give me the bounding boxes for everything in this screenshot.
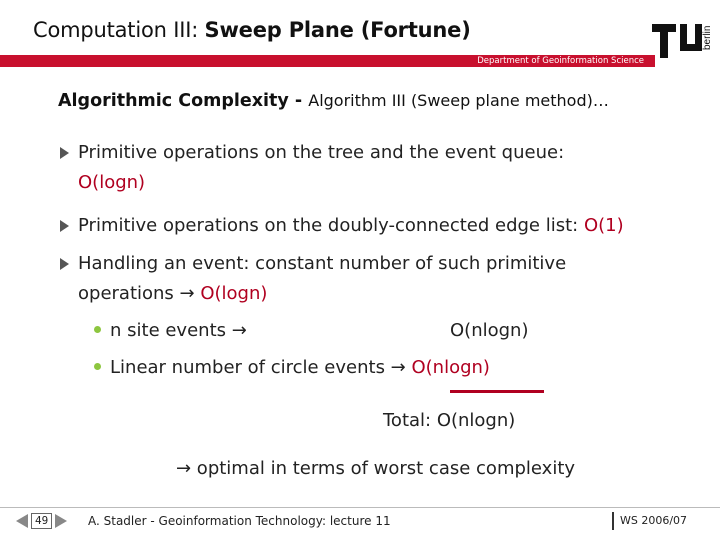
bullet-text-line2: operations →	[78, 283, 201, 304]
bullet-complexity: O(logn)	[78, 172, 146, 193]
bullet-triangle-icon	[60, 147, 69, 159]
next-slide-icon[interactable]	[55, 514, 67, 528]
bullet-triangle-icon	[60, 220, 69, 232]
previous-slide-icon[interactable]	[16, 514, 28, 528]
subtitle-rest: Algorithm III (Sweep plane method)…	[308, 91, 609, 110]
bullet-text: Primitive operations on the doubly-connected edge list:	[78, 215, 584, 236]
bullet-text: Primitive operations on the tree and the event queue:	[78, 142, 565, 163]
green-dot-icon	[94, 363, 101, 370]
bullet-complexity: O(1)	[583, 215, 624, 236]
page-number: 49	[31, 513, 52, 529]
site-events-complexity: O(nlogn)	[450, 320, 529, 341]
bullet-tree-operations	[60, 138, 564, 198]
footer-separator	[0, 507, 720, 508]
tu-berlin-logo	[650, 20, 716, 74]
title-prefix: Computation III:	[33, 18, 205, 42]
footer-lecture-info: A. Stadler - Geoinformation Technology: lecture 11	[88, 514, 391, 528]
bullet-text: Handling an event: constant number of such primitive	[78, 253, 567, 274]
section-subtitle	[58, 91, 609, 111]
slide-navigation	[16, 513, 67, 529]
title-bold: Sweep Plane (Fortune)	[204, 18, 471, 42]
circle-events-complexity: O(nlogn)	[411, 357, 490, 378]
bullet-dcel-operations	[60, 211, 624, 241]
total-complexity: Total: O(nlogn)	[383, 410, 516, 431]
slide-title	[33, 18, 471, 42]
footer-term: WS 2006/07	[612, 512, 687, 530]
green-dot-icon	[94, 326, 101, 333]
logo-city-text: berlin	[702, 25, 713, 50]
sub-bullet-site-events	[94, 320, 247, 341]
bullet-complexity: O(logn)	[200, 283, 268, 304]
department-label: Department of Geoinformation Science	[477, 56, 644, 66]
sub-bullet-text: Linear number of circle events →	[110, 357, 412, 378]
sum-underline	[450, 390, 544, 393]
sub-bullet-circle-events	[94, 357, 490, 378]
bullet-triangle-icon	[60, 258, 69, 270]
subtitle-bold: Algorithmic Complexity -	[58, 91, 309, 111]
bullet-handling-event	[60, 249, 566, 309]
sub-bullet-text: n site events →	[110, 320, 247, 341]
conclusion-text: → optimal in terms of worst case complexity	[176, 458, 576, 479]
